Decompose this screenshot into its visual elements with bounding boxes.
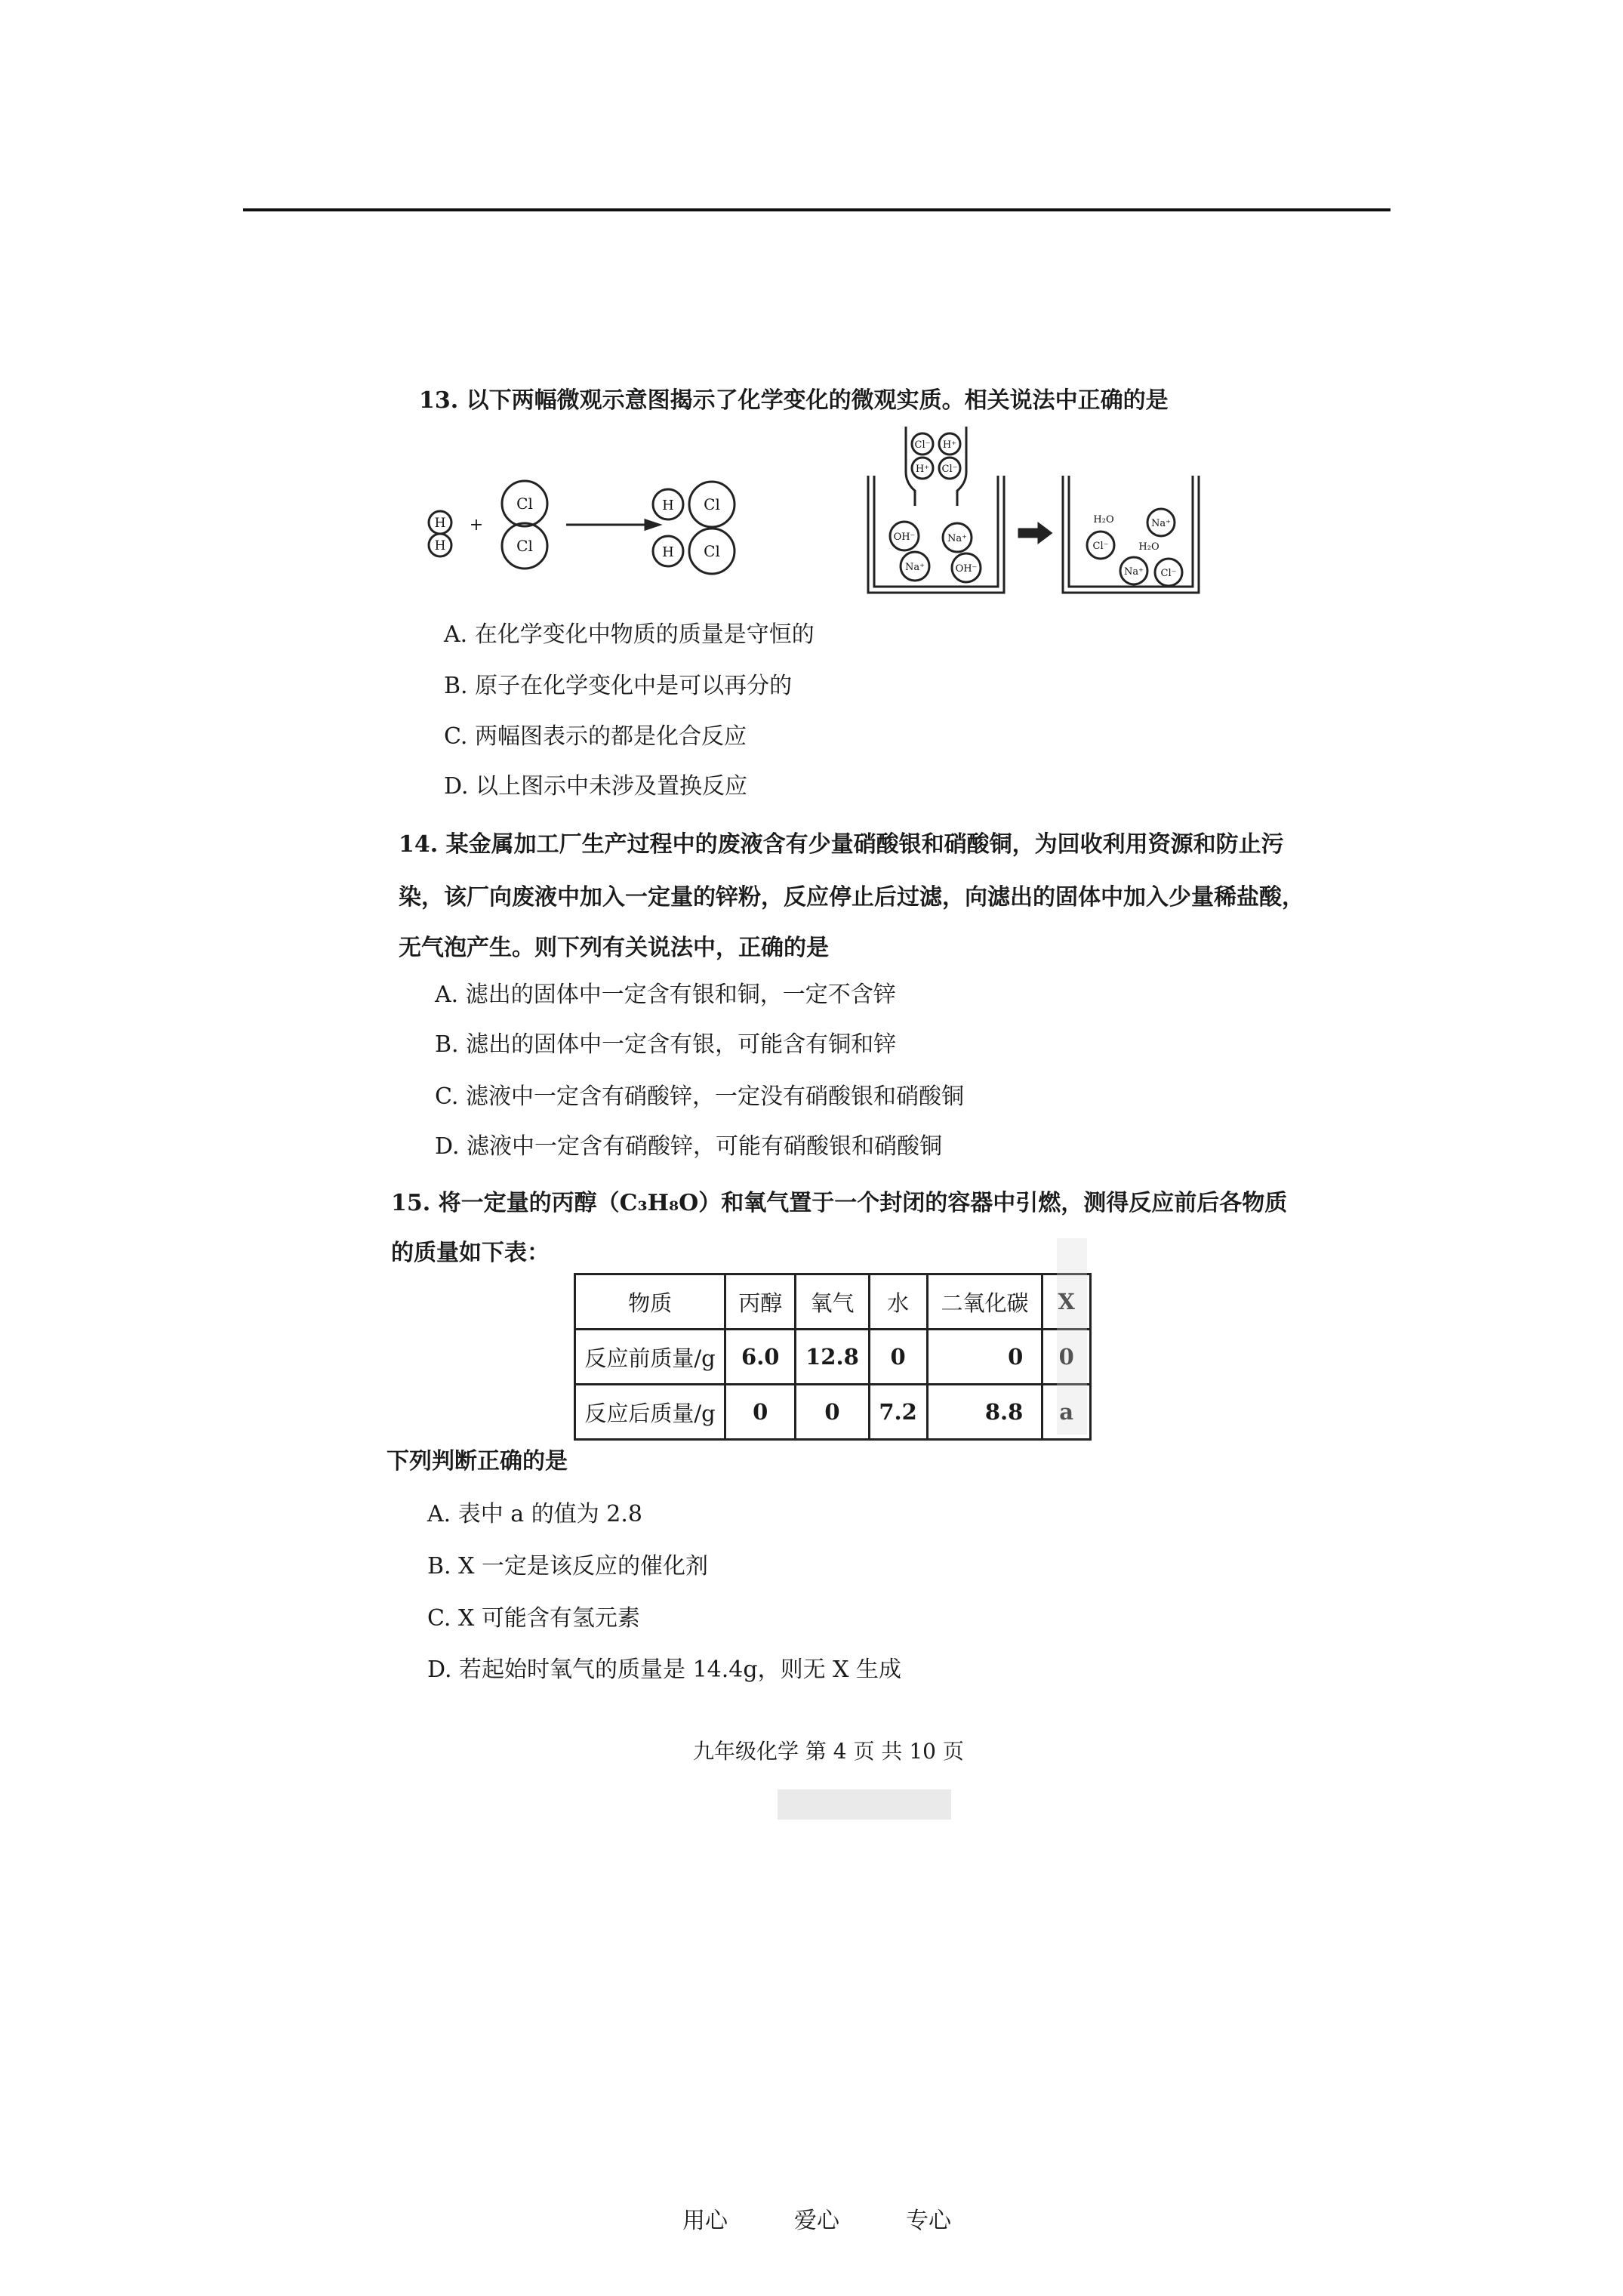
water-label: H₂O <box>1138 541 1160 553</box>
oh-ion-label: OH⁻ <box>955 563 978 575</box>
q14-option-b: B. 滤出的固体中一定含有银，可能含有铜和锌 <box>435 1031 897 1058</box>
slogan-word: 用心 <box>682 2208 728 2234</box>
table-cell: 水 <box>869 1274 927 1330</box>
cl-ion-label: Cl⁻ <box>914 439 931 451</box>
q13-diagram-left <box>419 468 766 581</box>
q15-stem-line-1: 15. 将一定量的丙醇（C₃H₈O）和氧气置于一个封闭的容器中引燃，测得反应前后各物质 <box>391 1190 1288 1216</box>
table-cell: 氧气 <box>796 1274 869 1330</box>
page-footer: 九年级化学 第 4 页 共 10 页 <box>693 1739 964 1764</box>
table-cell: 0 <box>796 1385 869 1440</box>
na-ion-label: Na⁺ <box>905 562 925 573</box>
oh-ion-label: OH⁻ <box>893 532 916 543</box>
table-cell: 丙醇 <box>725 1274 796 1330</box>
table-cell: 8.8 <box>927 1385 1042 1440</box>
q15-option-d: D. 若起始时氧气的质量是 14.4g，则无 X 生成 <box>427 1657 902 1683</box>
na-ion-label: Na⁺ <box>1124 566 1144 578</box>
slogan-word: 爱心 <box>794 2208 839 2234</box>
slogan-word: 专心 <box>906 2208 951 2234</box>
q15-option-b: B. X 一定是该反应的催化剂 <box>427 1553 709 1579</box>
q14-option-c: C. 滤液中一定含有硝酸锌，一定没有硝酸银和硝酸铜 <box>435 1083 964 1110</box>
plus-sign: + <box>469 516 484 535</box>
table-row <box>575 1330 1091 1385</box>
table-cell: 12.8 <box>796 1330 869 1385</box>
cl-ion-label: Cl⁻ <box>1092 541 1109 552</box>
cl-ion-label: Cl⁻ <box>1160 568 1177 579</box>
cl-atom-label: Cl <box>704 542 720 560</box>
q13-option-d: D. 以上图示中未涉及置换反应 <box>444 773 748 800</box>
table-cell: 0 <box>927 1330 1042 1385</box>
table-header-row <box>575 1274 1091 1330</box>
na-ion-label: Na⁺ <box>1151 518 1171 529</box>
h-atom-label: H <box>662 544 674 560</box>
na-ion-label: Na⁺ <box>947 533 967 544</box>
table-cell: X <box>1042 1274 1091 1330</box>
q15-option-a: A. 表中 a 的值为 2.8 <box>427 1501 642 1527</box>
h-atom-label: H <box>662 498 674 513</box>
q14-option-a: A. 滤出的固体中一定含有银和铜，一定不含锌 <box>435 982 896 1008</box>
q14-stem-line-3: 无气泡产生。则下列有关说法中，正确的是 <box>399 935 829 961</box>
q14-stem-line-2: 染，该厂向废液中加入一定量的锌粉，反应停止后过滤，向滤出的固体中加入少量稀盐酸， <box>399 884 1304 911</box>
water-label: H₂O <box>1093 514 1114 525</box>
h-ion-label: H⁺ <box>942 439 957 451</box>
table-cell: 反应前质量/g <box>575 1330 725 1385</box>
scan-smudge <box>778 1789 951 1820</box>
table-cell: 0 <box>869 1330 927 1385</box>
q13-option-c: C. 两幅图表示的都是化合反应 <box>444 723 747 750</box>
header-rule <box>243 208 1390 211</box>
q15-stem-line-2: 的质量如下表： <box>391 1240 550 1266</box>
cl-atom-label: Cl <box>516 495 533 513</box>
h-atom-label: H <box>434 538 446 553</box>
q13-stem: 13. 以下两幅微观示意图揭示了化学变化的微观实质。相关说法中正确的是 <box>419 387 1169 414</box>
table-row <box>575 1385 1091 1440</box>
table-cell: 7.2 <box>869 1385 927 1440</box>
q14-stem-line-1: 14. 某金属加工厂生产过程中的废液含有少量硝酸银和硝酸铜，为回收利用资源和防止污 <box>399 831 1284 858</box>
cl-atom-label: Cl <box>516 537 533 555</box>
h-atom-label: H <box>434 516 446 531</box>
q14-option-d: D. 滤液中一定含有硝酸锌，可能有硝酸银和硝酸铜 <box>435 1133 943 1160</box>
table-cell: a <box>1042 1385 1091 1440</box>
q15-option-c: C. X 可能含有氢元素 <box>427 1605 640 1632</box>
cl-atom-label: Cl <box>704 495 720 513</box>
cl-ion-label: Cl⁻ <box>941 464 958 475</box>
q13-diagram-right <box>861 423 1223 604</box>
table-cell: 反应后质量/g <box>575 1385 725 1440</box>
table-cell: 二氧化碳 <box>927 1274 1042 1330</box>
scan-smudge <box>1057 1238 1087 1435</box>
q13-option-a: A. 在化学变化中物质的质量是守恒的 <box>444 621 815 648</box>
table-cell: 0 <box>725 1385 796 1440</box>
table-cell: 6.0 <box>725 1330 796 1385</box>
q15-mass-table <box>574 1273 1092 1441</box>
q13-option-b: B. 原子在化学变化中是可以再分的 <box>444 673 793 699</box>
h-ion-label: H⁺ <box>915 464 930 475</box>
table-cell: 物质 <box>575 1274 725 1330</box>
q15-prompt: 下列判断正确的是 <box>387 1448 568 1475</box>
table-cell: 0 <box>1042 1330 1091 1385</box>
